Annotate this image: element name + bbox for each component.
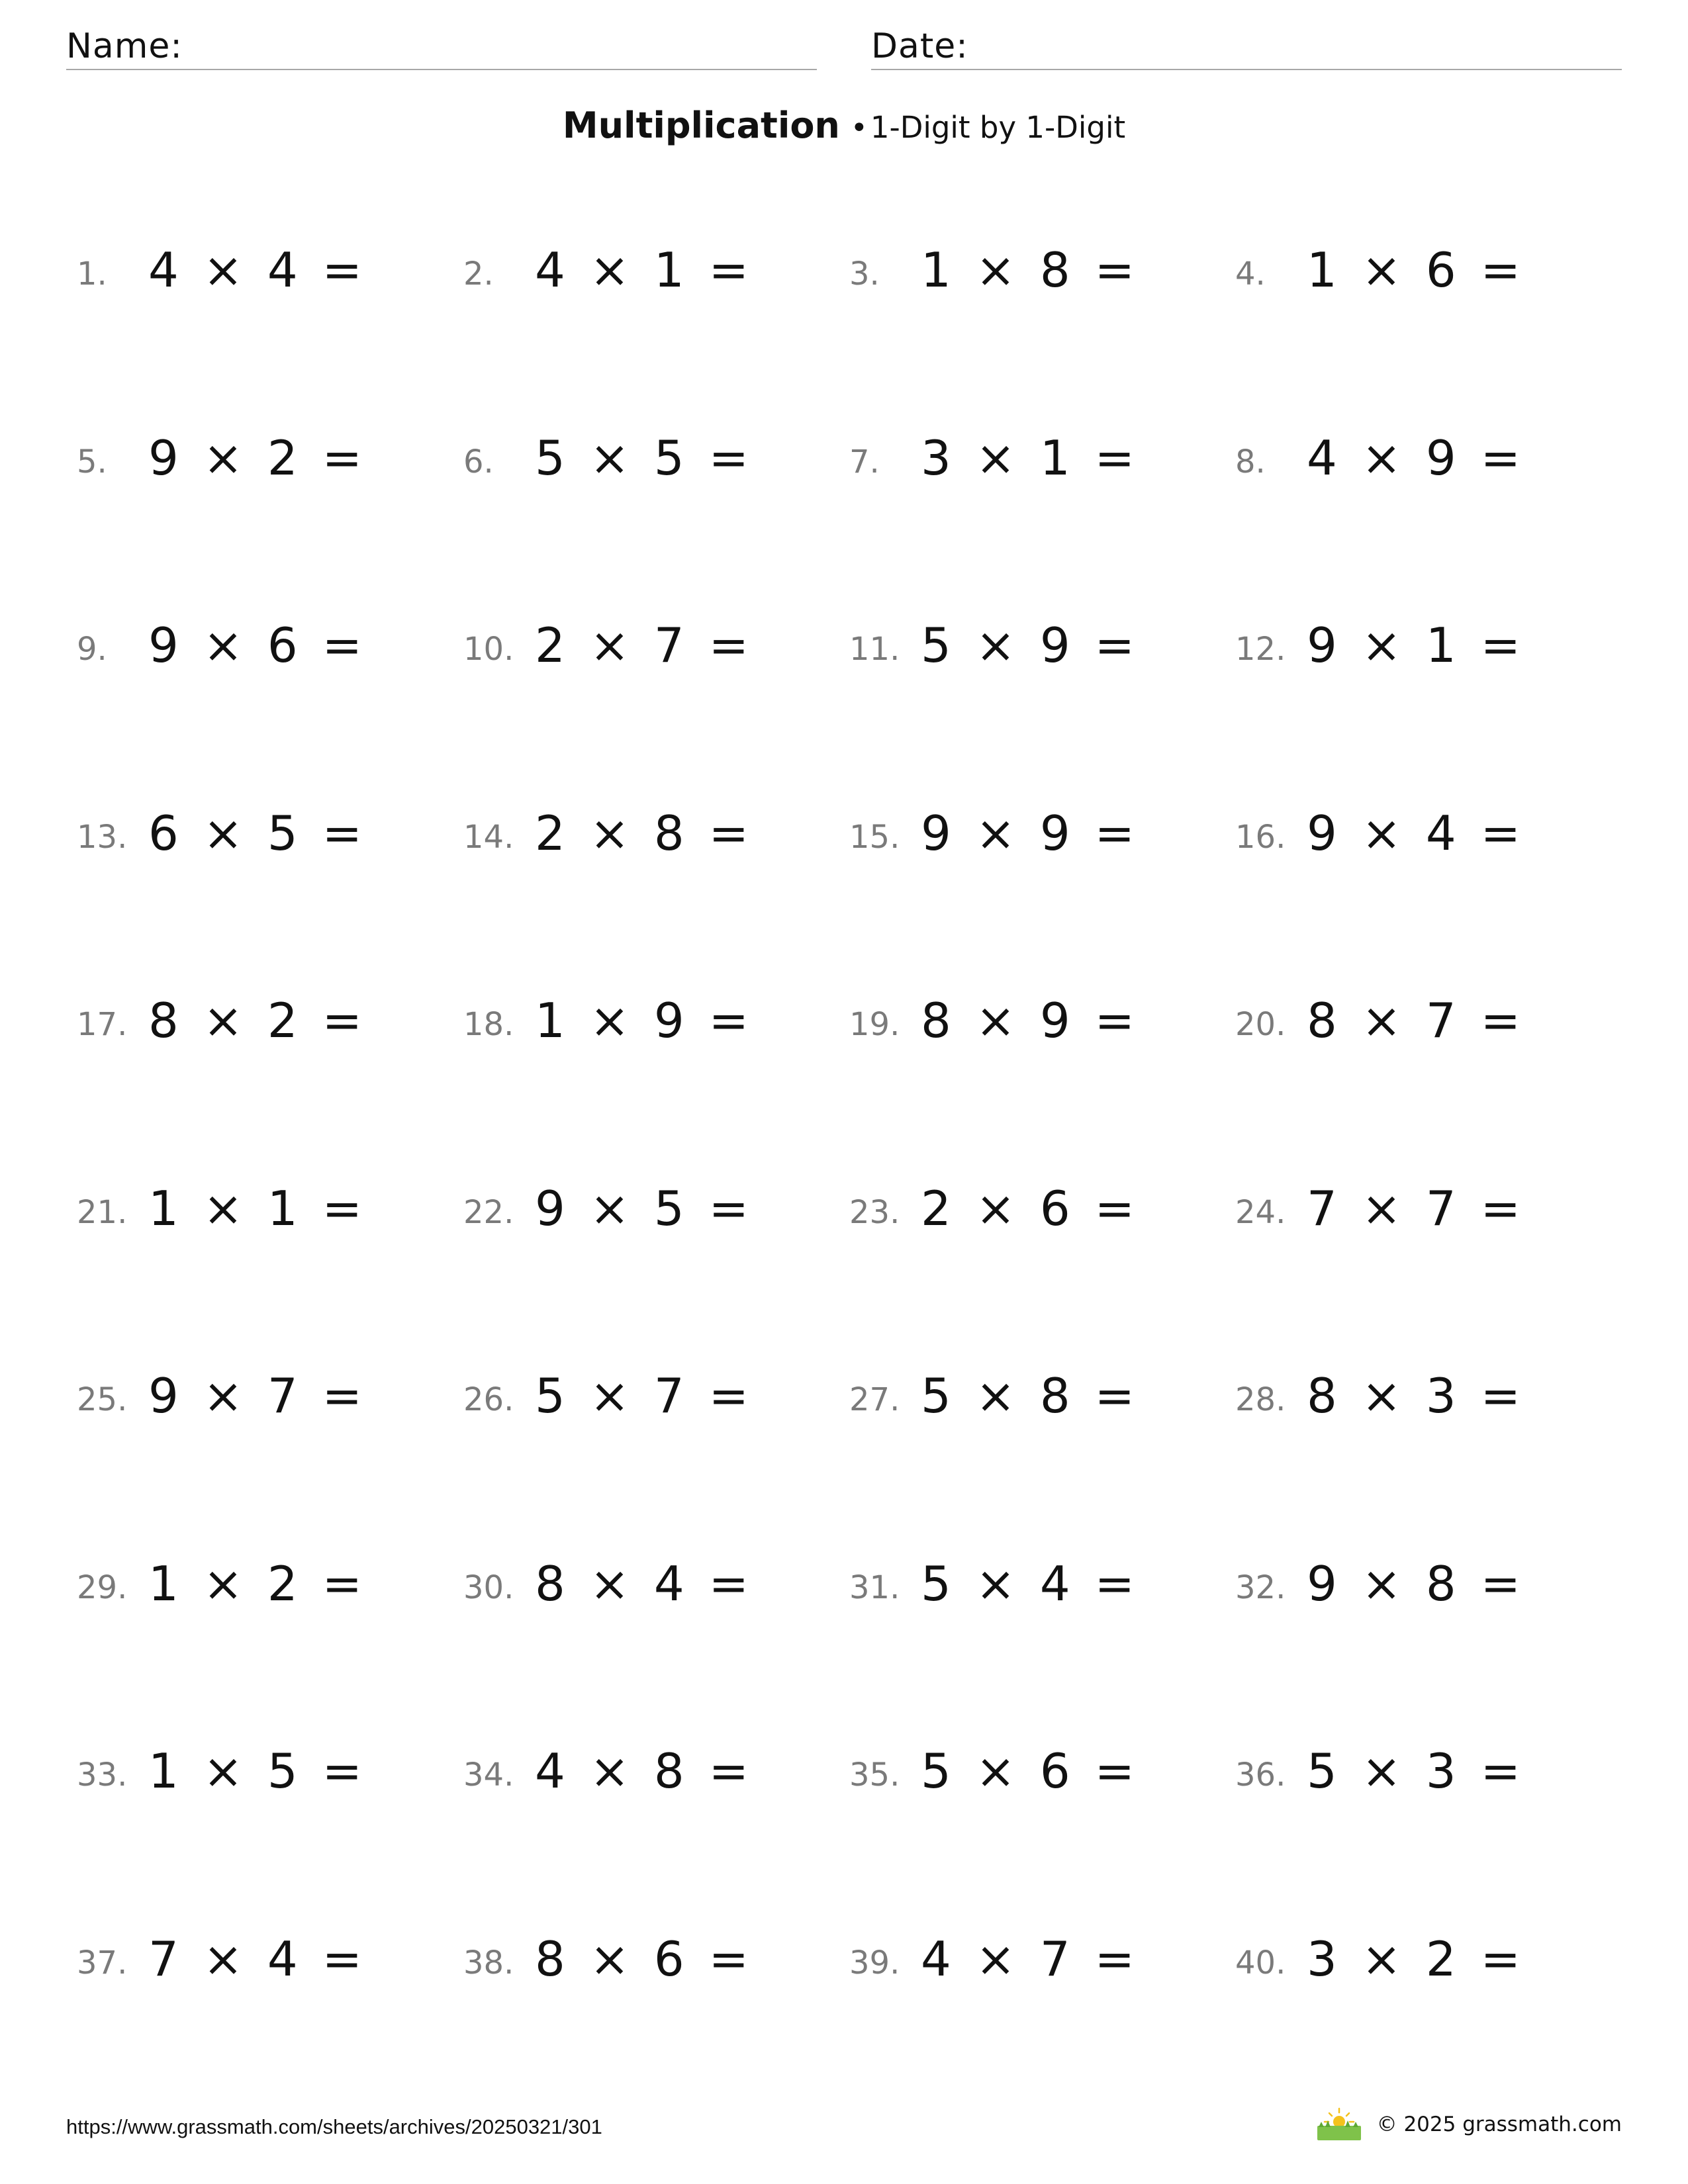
equals-sign: = (1480, 617, 1523, 673)
operand-a: 9 (148, 1368, 181, 1424)
equals-sign: = (322, 430, 365, 486)
equals-sign: = (322, 1180, 365, 1236)
problem-number: 32. (1235, 1569, 1286, 1606)
operand-a: 4 (535, 242, 568, 298)
problem-expression (535, 1181, 751, 1236)
problem-expression (1307, 1181, 1523, 1236)
times-operator: × (1361, 1555, 1405, 1612)
operand-b: 8 (1039, 242, 1073, 298)
operand-b: 4 (267, 1931, 301, 1987)
times-operator: × (975, 993, 1019, 1048)
problem-number: 9. (77, 631, 107, 668)
operand-a: 1 (148, 1743, 181, 1799)
operand-a: 9 (148, 617, 181, 673)
title-separator: • (850, 111, 868, 145)
problem-expression (535, 430, 751, 486)
problem-expression (921, 1368, 1137, 1424)
equals-sign: = (708, 1368, 751, 1424)
operand-a: 8 (535, 1931, 568, 1987)
problem-expression (921, 993, 1137, 1048)
operand-a: 9 (1307, 1555, 1340, 1612)
operand-b: 4 (267, 242, 301, 298)
problem-expression (148, 1931, 365, 1987)
problem-number: 30. (463, 1569, 514, 1606)
operand-a: 1 (148, 1180, 181, 1236)
problem-expression (1307, 1556, 1523, 1612)
equals-sign: = (1480, 1368, 1523, 1424)
problem-expression (148, 430, 365, 486)
times-operator: × (203, 242, 246, 298)
problem-number: 25. (77, 1381, 128, 1418)
operand-b: 1 (267, 1180, 301, 1236)
operand-a: 9 (921, 805, 954, 861)
equals-sign: = (1480, 805, 1523, 861)
operand-a: 4 (921, 1931, 954, 1987)
problem-number: 29. (77, 1569, 128, 1606)
problem-number: 2. (463, 255, 494, 293)
operand-a: 4 (1307, 430, 1340, 486)
equals-sign: = (1480, 1931, 1523, 1987)
operand-a: 8 (921, 993, 954, 1048)
problem-expression (1307, 242, 1523, 298)
times-operator: × (203, 1743, 246, 1799)
problem-number: 27. (849, 1381, 900, 1418)
operand-b: 5 (267, 805, 301, 861)
problem-number: 21. (77, 1193, 128, 1231)
problem-number: 3. (849, 255, 880, 293)
worksheet-title (0, 105, 1688, 146)
times-operator: × (203, 1180, 246, 1236)
equals-sign: = (322, 993, 365, 1048)
times-operator: × (589, 617, 633, 673)
problem-expression (535, 805, 751, 861)
times-operator: × (1361, 1180, 1405, 1236)
operand-a: 1 (148, 1555, 181, 1612)
problem-number: 37. (77, 1944, 128, 1981)
times-operator: × (1361, 1931, 1405, 1987)
times-operator: × (203, 1555, 246, 1612)
operand-a: 8 (1307, 1368, 1340, 1424)
times-operator: × (589, 1743, 633, 1799)
times-operator: × (975, 1368, 1019, 1424)
times-operator: × (203, 993, 246, 1048)
times-operator: × (203, 430, 246, 486)
footer-copyright: © 2025 grassmath.com (1376, 2113, 1622, 2136)
problem-expression (1307, 805, 1523, 861)
problem-expression (1307, 617, 1523, 673)
times-operator: × (975, 617, 1019, 673)
equals-sign: = (1480, 430, 1523, 486)
problem-number: 11. (849, 631, 900, 668)
equals-sign: = (1094, 1555, 1137, 1612)
times-operator: × (975, 1180, 1019, 1236)
problem-number: 18. (463, 1006, 514, 1043)
times-operator: × (589, 993, 633, 1048)
operand-a: 5 (1307, 1743, 1340, 1799)
times-operator: × (1361, 617, 1405, 673)
operand-a: 4 (535, 1743, 568, 1799)
equals-sign: = (1094, 805, 1137, 861)
problem-expression (921, 1181, 1137, 1236)
problem-expression (148, 1368, 365, 1424)
equals-sign: = (708, 1931, 751, 1987)
equals-sign: = (708, 430, 751, 486)
problem-number: 4. (1235, 255, 1266, 293)
equals-sign: = (1480, 1555, 1523, 1612)
operand-a: 9 (148, 430, 181, 486)
times-operator: × (589, 805, 633, 861)
problem-expression (1307, 1368, 1523, 1424)
operand-b: 6 (1039, 1743, 1073, 1799)
operand-b: 7 (1039, 1931, 1073, 1987)
problem-expression (535, 242, 751, 298)
operand-b: 8 (1039, 1368, 1073, 1424)
problem-expression (1307, 430, 1523, 486)
problem-expression (921, 617, 1137, 673)
problem-number: 39. (849, 1944, 900, 1981)
equals-sign: = (708, 805, 751, 861)
problem-expression (148, 805, 365, 861)
problem-expression (535, 993, 751, 1048)
operand-b: 9 (1425, 430, 1459, 486)
operand-a: 7 (1307, 1180, 1340, 1236)
operand-a: 4 (148, 242, 181, 298)
problem-expression (535, 1743, 751, 1799)
times-operator: × (1361, 1368, 1405, 1424)
operand-b: 9 (1039, 617, 1073, 673)
times-operator: × (975, 430, 1019, 486)
equals-sign: = (1094, 1931, 1137, 1987)
equals-sign: = (322, 1368, 365, 1424)
problem-expression (148, 1556, 365, 1612)
operand-b: 1 (653, 242, 687, 298)
operand-b: 8 (653, 805, 687, 861)
operand-b: 3 (1425, 1368, 1459, 1424)
operand-b: 1 (1039, 430, 1073, 486)
operand-b: 5 (267, 1743, 301, 1799)
problem-expression (148, 242, 365, 298)
problem-number: 16. (1235, 818, 1286, 856)
equals-sign: = (708, 1180, 751, 1236)
times-operator: × (1361, 993, 1405, 1048)
times-operator: × (1361, 242, 1405, 298)
operand-a: 2 (535, 617, 568, 673)
problem-expression (148, 993, 365, 1048)
problem-number: 15. (849, 818, 900, 856)
operand-b: 7 (1425, 1180, 1459, 1236)
times-operator: × (975, 242, 1019, 298)
equals-sign: = (1480, 1180, 1523, 1236)
problem-expression (148, 1743, 365, 1799)
problem-expression (921, 1743, 1137, 1799)
operand-b: 7 (267, 1368, 301, 1424)
problem-expression (1307, 993, 1523, 1048)
operand-a: 6 (148, 805, 181, 861)
problem-number: 17. (77, 1006, 128, 1043)
operand-a: 1 (1307, 242, 1340, 298)
operand-a: 5 (535, 430, 568, 486)
problem-number: 10. (463, 631, 514, 668)
operand-a: 2 (535, 805, 568, 861)
equals-sign: = (322, 617, 365, 673)
operand-b: 9 (1039, 805, 1073, 861)
operand-b: 3 (1425, 1743, 1459, 1799)
problem-expression (921, 430, 1137, 486)
equals-sign: = (708, 1743, 751, 1799)
operand-b: 5 (653, 1180, 687, 1236)
operand-b: 2 (267, 1555, 301, 1612)
problem-number: 33. (77, 1756, 128, 1794)
equals-sign: = (708, 993, 751, 1048)
problem-expression (535, 617, 751, 673)
equals-sign: = (1094, 1368, 1137, 1424)
operand-b: 9 (653, 993, 687, 1048)
operand-a: 5 (535, 1368, 568, 1424)
operand-a: 9 (1307, 805, 1340, 861)
operand-a: 2 (921, 1180, 954, 1236)
operand-b: 7 (653, 617, 687, 673)
equals-sign: = (1480, 242, 1523, 298)
equals-sign: = (1094, 1180, 1137, 1236)
operand-a: 5 (921, 617, 954, 673)
equals-sign: = (708, 1555, 751, 1612)
operand-b: 9 (1039, 993, 1073, 1048)
problem-expression (921, 1931, 1137, 1987)
equals-sign: = (708, 617, 751, 673)
operand-b: 1 (1425, 617, 1459, 673)
problem-number: 35. (849, 1756, 900, 1794)
problem-number: 28. (1235, 1381, 1286, 1418)
problem-number: 7. (849, 443, 880, 480)
problem-number: 40. (1235, 1944, 1286, 1981)
problem-number: 36. (1235, 1756, 1286, 1794)
problem-number: 24. (1235, 1193, 1286, 1231)
times-operator: × (1361, 1743, 1405, 1799)
title-main: Multiplication (562, 105, 840, 146)
times-operator: × (589, 1180, 633, 1236)
times-operator: × (589, 430, 633, 486)
operand-a: 1 (535, 993, 568, 1048)
times-operator: × (1361, 430, 1405, 486)
problem-number: 19. (849, 1006, 900, 1043)
operand-b: 2 (267, 993, 301, 1048)
problem-expression (1307, 1931, 1523, 1987)
problem-expression (921, 242, 1137, 298)
problem-expression (921, 1556, 1137, 1612)
equals-sign: = (708, 242, 751, 298)
problem-number: 31. (849, 1569, 900, 1606)
footer-url: https://www.grassmath.com/sheets/archives/20250321/301 (66, 2115, 602, 2138)
operand-b: 4 (653, 1555, 687, 1612)
equals-sign: = (322, 242, 365, 298)
times-operator: × (589, 1368, 633, 1424)
footer-brand (1315, 2105, 1622, 2144)
operand-a: 1 (921, 242, 954, 298)
times-operator: × (975, 1743, 1019, 1799)
times-operator: × (589, 1931, 633, 1987)
problem-expression (1307, 1743, 1523, 1799)
operand-a: 9 (535, 1180, 568, 1236)
problem-number: 8. (1235, 443, 1266, 480)
grass-sun-logo-icon (1315, 2106, 1364, 2143)
operand-a: 3 (921, 430, 954, 486)
operand-b: 5 (653, 430, 687, 486)
operand-a: 5 (921, 1368, 954, 1424)
operand-b: 8 (1425, 1555, 1459, 1612)
name-label: Name: (66, 26, 183, 66)
times-operator: × (589, 1555, 633, 1612)
operand-a: 9 (1307, 617, 1340, 673)
problem-expression (535, 1368, 751, 1424)
operand-b: 7 (653, 1368, 687, 1424)
equals-sign: = (322, 1555, 365, 1612)
times-operator: × (203, 805, 246, 861)
problem-expression (535, 1931, 751, 1987)
date-label: Date: (871, 26, 968, 66)
operand-b: 6 (1425, 242, 1459, 298)
problem-expression (921, 805, 1137, 861)
equals-sign: = (322, 1743, 365, 1799)
problem-expression (148, 1181, 365, 1236)
date-field[interactable] (871, 25, 1622, 70)
times-operator: × (975, 1931, 1019, 1987)
operand-b: 6 (267, 617, 301, 673)
operand-a: 7 (148, 1931, 181, 1987)
operand-a: 5 (921, 1555, 954, 1612)
operand-a: 8 (148, 993, 181, 1048)
operand-a: 8 (1307, 993, 1340, 1048)
operand-a: 5 (921, 1743, 954, 1799)
equals-sign: = (1094, 993, 1137, 1048)
equals-sign: = (1480, 1743, 1523, 1799)
equals-sign: = (1480, 993, 1523, 1048)
operand-b: 8 (653, 1743, 687, 1799)
operand-a: 8 (535, 1555, 568, 1612)
problem-number: 20. (1235, 1006, 1286, 1043)
equals-sign: = (322, 1931, 365, 1987)
times-operator: × (975, 1555, 1019, 1612)
problem-number: 38. (463, 1944, 514, 1981)
times-operator: × (975, 805, 1019, 861)
equals-sign: = (322, 805, 365, 861)
times-operator: × (203, 1931, 246, 1987)
problem-number: 5. (77, 443, 107, 480)
equals-sign: = (1094, 1743, 1137, 1799)
equals-sign: = (1094, 430, 1137, 486)
times-operator: × (1361, 805, 1405, 861)
problem-number: 1. (77, 255, 107, 293)
operand-b: 6 (653, 1931, 687, 1987)
operand-b: 4 (1425, 805, 1459, 861)
problem-number: 26. (463, 1381, 514, 1418)
operand-b: 4 (1039, 1555, 1073, 1612)
title-subtitle: 1-Digit by 1-Digit (870, 110, 1126, 145)
operand-b: 6 (1039, 1180, 1073, 1236)
times-operator: × (203, 1368, 246, 1424)
problem-expression (535, 1556, 751, 1612)
equals-sign: = (1094, 617, 1137, 673)
problem-number: 13. (77, 818, 128, 856)
problem-number: 34. (463, 1756, 514, 1794)
name-field[interactable] (66, 25, 817, 70)
operand-b: 2 (267, 430, 301, 486)
problem-number: 12. (1235, 631, 1286, 668)
equals-sign: = (1094, 242, 1137, 298)
problem-number: 22. (463, 1193, 514, 1231)
problem-number: 23. (849, 1193, 900, 1231)
problem-number: 14. (463, 818, 514, 856)
problem-expression (148, 617, 365, 673)
problem-number: 6. (463, 443, 494, 480)
operand-b: 2 (1425, 1931, 1459, 1987)
times-operator: × (589, 242, 633, 298)
operand-a: 3 (1307, 1931, 1340, 1987)
operand-b: 7 (1425, 993, 1459, 1048)
times-operator: × (203, 617, 246, 673)
